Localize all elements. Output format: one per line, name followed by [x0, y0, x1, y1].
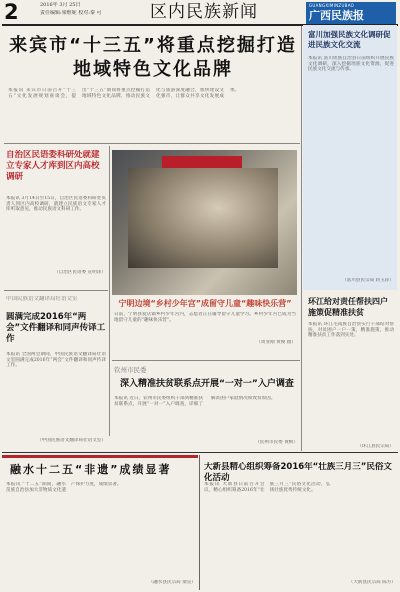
right-top-body: 本报讯 富川瑶族自治县日前组织开展民族文化调研，深入挖掘瑶族文化资源，促进民族文化交流与传承。 [308, 56, 394, 73]
column-divider [109, 146, 110, 436]
right-mid-credit: （环江县民宗局） [357, 444, 394, 449]
bottom-right-credit: （大新县民宗局 陈方） [348, 580, 396, 585]
divider [112, 360, 300, 361]
masthead-logo [306, 2, 396, 24]
bottom-right-headline: 大新县精心组织筹备2016年“壮族三月三”民俗文化活动 [204, 462, 392, 483]
masthead-pinyin: GUANGXIMINZUBAO [309, 3, 355, 8]
column-divider [301, 26, 302, 451]
photo-people [128, 168, 278, 268]
divider [4, 290, 108, 291]
left-col-credit: （自治区民语委 宣明泽） [54, 270, 106, 275]
issue-date: 2016年 3月 25日 [40, 2, 81, 8]
bottom-right-body: 本报讯 大新县日前召开会议，精心组织筹备2016年“壮族三月三”民俗文化活动，弘扬壮族优秀传统文化。 [204, 482, 331, 493]
right-mid-body: 本报讯 环江毛南族自治县实行干部结对帮扶，对贫困户一户一策，精准施策，推动精准扶贫工作落到实处。 [308, 322, 394, 339]
divider [4, 143, 300, 144]
photo-caption-title: 宁明边境“乡村少年宫”成留守儿童“趣味快乐营” [118, 299, 292, 308]
bottom-rule [2, 452, 398, 453]
photo-credit: （周业刚 黄俊 摄） [256, 340, 296, 345]
mid-headline: 深入精准扶贫联系点开展“一对一”入户调查 [120, 379, 294, 389]
accent-bar [2, 455, 198, 458]
mid-kicker: 钦州市民委 [114, 366, 147, 374]
page-number: 2 [4, 2, 19, 22]
mid-credit: （钦州市民委 黄桢） [255, 440, 298, 445]
mid-body: 本报讯 近日，钦州市民委组织干部到精准扶贫联系点，开展“一对一”入户调查，详细了解贫困户家庭情况和致贫原因。 [114, 396, 276, 407]
photo-sign [162, 156, 242, 168]
masthead-name: 广西民族报 [309, 9, 364, 22]
lead-headline: 来宾市“十三五”将重点挖掘打造地域特色文化品牌 [9, 35, 297, 80]
left-col-headline: 自治区民语委科研处就建立专家人才库到区内高校调研 [6, 150, 100, 182]
left-bottom-credit: （中国民族语文翻译局壮语文室） [37, 438, 106, 443]
news-photo [112, 150, 297, 295]
left-bottom-headline: 圆满完成2016年“两会”文件翻译和同声传译工作 [6, 312, 106, 344]
left-col-body: 本报讯 3月14日至15日，自治区民语委科研处负责人到区内高校调研，就建立民族语文专家人才库听取意见，推动民族语文科研工作。 [6, 196, 106, 213]
left-bottom-kicker: 中国民族语文翻译局壮语文室 [6, 296, 78, 302]
column-divider [199, 455, 200, 590]
lead-body: 本报讯 来宾市日前召开“十三五”文化发展规划座谈会，提出“十三五”期间将重点挖掘打造地域特色文化品牌，推动民族文化与旅游深度融合，加快建设文化强市，让群众共享文化发展成果。 [8, 88, 240, 99]
right-mid-headline: 环江给对责任帮扶四户施策促精准扶贫 [308, 297, 388, 317]
bottom-left-credit: （融水县民宗局 梁宣） [148, 580, 196, 585]
photo-caption: 日前，宁明县爱店镇乡村少年宫内，志愿者正在辅导留守儿童学习。乡村少年宫已成为当地留守儿童的“趣味快乐营”。 [114, 312, 296, 323]
right-top-credit: （富川县民宗局 蒋玉萍） [342, 278, 394, 283]
section-title: 区内民族新闻 [150, 2, 258, 22]
left-bottom-body: 本报讯 全国两会期间，中国民族语文翻译局壮语文室圆满完成2016年“两会”文件翻译和同声传译工作。 [6, 352, 106, 369]
right-top-headline: 富川加强民族文化调研促进民族文化交流 [308, 30, 391, 49]
editor-line: 责任编辑:梁维妮 校对:秦 可 [40, 10, 102, 16]
bottom-left-headline: 融水十二五“非遗”成绩显著 [10, 463, 172, 476]
bottom-left-body: 本报讯 “十二五”期间，融水苗族自治县加大非物质文化遗产保护力度，成绩显著。 [6, 482, 122, 493]
